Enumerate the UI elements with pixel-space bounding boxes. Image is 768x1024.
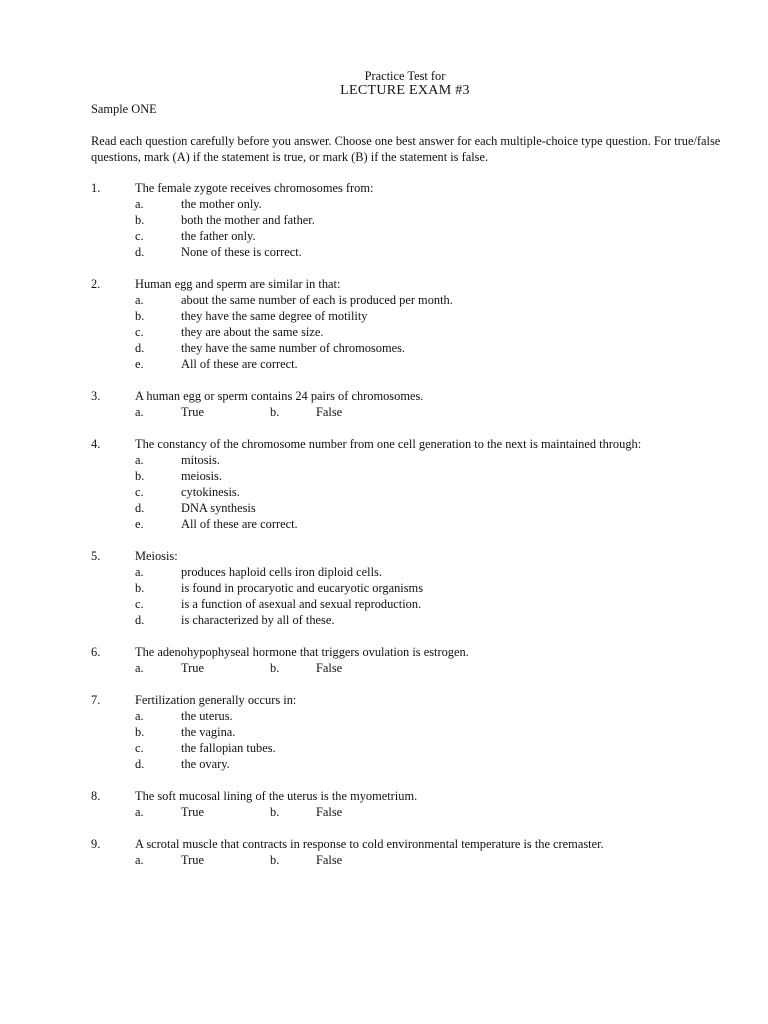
option-letter: a. (135, 565, 144, 579)
option-letter: d. (135, 341, 145, 355)
question-6 (0, 644, 768, 676)
option-letter: c. (135, 741, 144, 755)
option-text: the ovary. (181, 757, 230, 771)
option-letter: a. (135, 853, 144, 867)
option-letter: b. (270, 661, 280, 675)
question-number: 4. (91, 437, 101, 451)
answer-option (0, 724, 768, 740)
option-text: they have the same number of chromosomes. (181, 341, 405, 355)
question-number: 9. (91, 837, 101, 851)
option-text: the fallopian tubes. (181, 741, 276, 755)
question-stem (0, 788, 768, 804)
option-letter: b. (270, 853, 280, 867)
option-letter: a. (135, 805, 144, 819)
option-text: cytokinesis. (181, 485, 240, 499)
question-stem (0, 436, 768, 452)
option-text: DNA synthesis (181, 501, 256, 515)
option-text: All of these are correct. (181, 517, 298, 531)
question-number: 1. (91, 181, 101, 195)
option-letter: a. (135, 293, 144, 307)
true-false-options (0, 660, 768, 676)
answer-option (0, 452, 768, 468)
question-stem (0, 180, 768, 196)
question-number: 7. (91, 693, 101, 707)
answer-option (0, 564, 768, 580)
option-text: they are about the same size. (181, 325, 324, 339)
answer-option (0, 580, 768, 596)
question-9 (0, 836, 768, 868)
option-letter: c. (135, 597, 144, 611)
option-text: is characterized by all of these. (181, 613, 335, 627)
option-text: is a function of asexual and sexual reproduction. (181, 597, 422, 611)
option-text: the mother only. (181, 197, 262, 211)
option-letter: b. (135, 213, 145, 227)
answer-option (0, 708, 768, 724)
answer-option (0, 308, 768, 324)
question-number: 3. (91, 389, 101, 403)
option-letter: c. (135, 485, 144, 499)
question-7 (0, 692, 768, 772)
option-letter: b. (135, 581, 145, 595)
question-text: The soft mucosal lining of the uterus is the myometrium. (135, 789, 418, 803)
question-number: 6. (91, 645, 101, 659)
answer-option (0, 596, 768, 612)
answer-option (0, 756, 768, 772)
answer-option (0, 196, 768, 212)
title-line-1: Practice Test for (364, 69, 446, 83)
option-letter: a. (135, 197, 144, 211)
option-text: the father only. (181, 229, 256, 243)
option-text: None of these is correct. (181, 245, 302, 259)
answer-option (0, 340, 768, 356)
question-stem (0, 388, 768, 404)
option-text: meiosis. (181, 469, 222, 483)
option-letter: b. (135, 469, 145, 483)
option-true-text: True (181, 405, 204, 419)
option-false-text: False (316, 661, 343, 675)
true-false-options (0, 804, 768, 820)
option-true-text: True (181, 805, 204, 819)
option-letter: a. (135, 453, 144, 467)
option-text: the uterus. (181, 709, 233, 723)
option-text: the vagina. (181, 725, 236, 739)
question-4 (0, 436, 768, 532)
question-text: Meiosis: (135, 549, 178, 563)
answer-option (0, 468, 768, 484)
option-true-text: True (181, 661, 204, 675)
question-5 (0, 548, 768, 628)
option-letter: d. (135, 245, 145, 259)
answer-option (0, 356, 768, 372)
answer-option (0, 612, 768, 628)
question-stem (0, 644, 768, 660)
question-list (0, 180, 768, 884)
question-8 (0, 788, 768, 820)
sample-label: Sample ONE (91, 102, 157, 116)
option-letter: b. (270, 805, 280, 819)
answer-option (0, 740, 768, 756)
answer-option (0, 516, 768, 532)
question-1 (0, 180, 768, 260)
option-letter: d. (135, 613, 145, 627)
question-3 (0, 388, 768, 420)
answer-option (0, 292, 768, 308)
question-text: The constancy of the chromosome number from one cell generation to the next is maintained through: (135, 437, 642, 451)
question-text: A scrotal muscle that contracts in response to cold environmental temperature is the cremaster. (135, 837, 604, 851)
answer-option (0, 500, 768, 516)
option-text: mitosis. (181, 453, 220, 467)
option-text: both the mother and father. (181, 213, 315, 227)
option-letter: b. (270, 405, 280, 419)
option-true-text: True (181, 853, 204, 867)
option-letter: e. (135, 357, 144, 371)
option-false-text: False (316, 805, 343, 819)
question-stem (0, 836, 768, 852)
question-number: 5. (91, 549, 101, 563)
option-letter: a. (135, 661, 144, 675)
answer-option (0, 244, 768, 260)
option-false-text: False (316, 853, 343, 867)
true-false-options (0, 404, 768, 420)
option-letter: c. (135, 325, 144, 339)
true-false-options (0, 852, 768, 868)
question-text: The adenohypophyseal hormone that triggers ovulation is estrogen. (135, 645, 469, 659)
option-text: produces haploid cells iron diploid cells. (181, 565, 382, 579)
answer-option (0, 324, 768, 340)
answer-option (0, 228, 768, 244)
option-letter: b. (135, 725, 145, 739)
question-2 (0, 276, 768, 372)
question-stem (0, 276, 768, 292)
question-text: Human egg and sperm are similar in that: (135, 277, 341, 291)
question-text: A human egg or sperm contains 24 pairs of chromosomes. (135, 389, 424, 403)
question-stem (0, 692, 768, 708)
option-letter: a. (135, 709, 144, 723)
option-letter: b. (135, 309, 145, 323)
instructions: Read each question carefully before you answer. Choose one best answer for each multiple-choice type question. For true/false questions, mark (A) if the statement is true, or mark (B) if the statement is false. (91, 134, 721, 164)
title-line-2: LECTURE EXAM #3 (340, 83, 470, 98)
option-letter: a. (135, 405, 144, 419)
question-stem (0, 548, 768, 564)
option-text: All of these are correct. (181, 357, 298, 371)
option-text: about the same number of each is produced per month. (181, 293, 453, 307)
option-letter: e. (135, 517, 144, 531)
answer-option (0, 212, 768, 228)
question-text: Fertilization generally occurs in: (135, 693, 297, 707)
question-number: 2. (91, 277, 101, 291)
option-letter: c. (135, 229, 144, 243)
option-false-text: False (316, 405, 343, 419)
question-text: The female zygote receives chromosomes from: (135, 181, 374, 195)
option-letter: d. (135, 501, 145, 515)
option-letter: d. (135, 757, 145, 771)
answer-option (0, 484, 768, 500)
option-text: they have the same degree of motility (181, 309, 368, 323)
question-number: 8. (91, 789, 101, 803)
option-text: is found in procaryotic and eucaryotic organisms (181, 581, 424, 595)
